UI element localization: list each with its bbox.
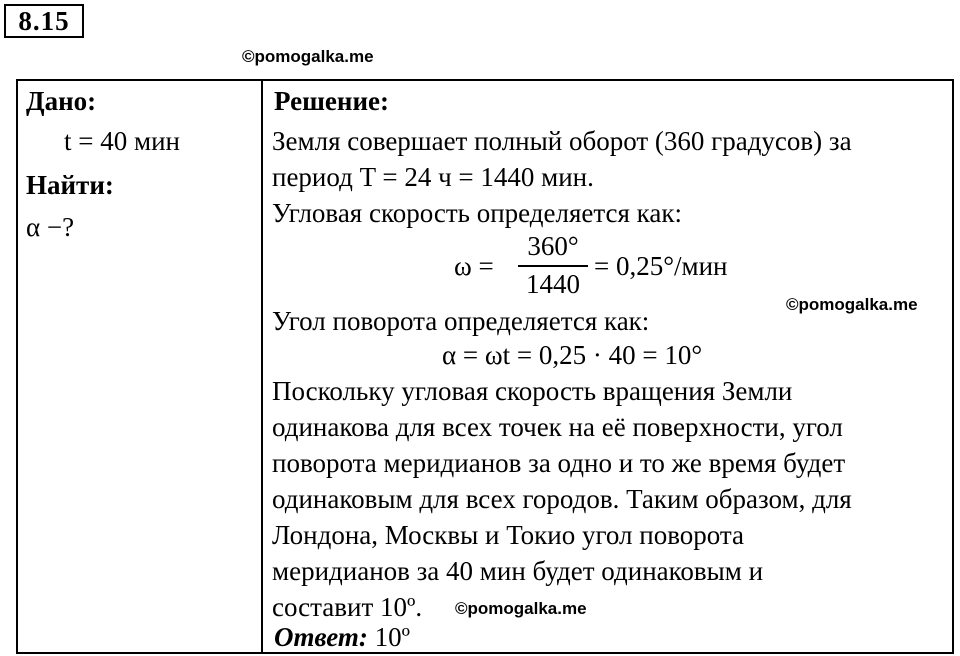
find-header: Найти: <box>26 170 114 200</box>
solution-line-1: Земля совершает полный оборот (360 градусов) за <box>272 126 852 156</box>
watermark-top: ©pomogalka.me <box>242 47 374 66</box>
solution-table <box>16 79 954 654</box>
paragraph-line-6: меридианов за 40 мин будет одинаковым и <box>272 556 764 586</box>
omega-formula <box>454 231 794 301</box>
paragraph-line-1: Поскольку угловая скорость вращения Земли <box>272 376 793 406</box>
paragraph-line-5: Лондона, Москвы и Токио угол поворота <box>272 520 745 550</box>
find-value: α −? <box>26 212 75 242</box>
answer-value: 10º <box>374 622 410 652</box>
given-header: Дано: <box>26 86 97 116</box>
paragraph-line-7: составит 10º. <box>272 592 423 622</box>
column-divider <box>261 81 263 652</box>
omega-denominator: 1440 <box>526 269 580 299</box>
omega-right: = 0,25°/мин <box>594 251 728 281</box>
answer-label: Ответ: <box>274 622 368 652</box>
paragraph-line-4: одинаковым для всех городов. Таким образом, для <box>272 484 852 514</box>
solution-line-2: период T = 24 ч = 1440 мин. <box>272 162 594 192</box>
watermark-bottom: ©pomogalka.me <box>455 599 587 618</box>
paragraph-line-2: одинакова для всех точек на её поверхности, угол <box>272 412 843 442</box>
omega-numerator: 360° <box>527 231 579 261</box>
solution-line-3: Угловая скорость определяется как: <box>272 198 682 228</box>
given-condition: t = 40 мин <box>64 126 180 156</box>
answer <box>274 619 410 655</box>
fraction-bar <box>518 265 588 267</box>
omega-left: ω = <box>454 251 494 281</box>
paragraph-line-3: поворота меридианов за одно и то же время будет <box>272 448 846 478</box>
solution-header: Решение: <box>274 86 389 116</box>
solution-angle-line: Угол поворота определяется как: <box>272 306 650 336</box>
alpha-formula: α = ωt = 0,25 · 40 = 10° <box>442 340 703 370</box>
problem-number: 8.15 <box>4 4 84 38</box>
watermark-middle: ©pomogalka.me <box>786 295 918 314</box>
